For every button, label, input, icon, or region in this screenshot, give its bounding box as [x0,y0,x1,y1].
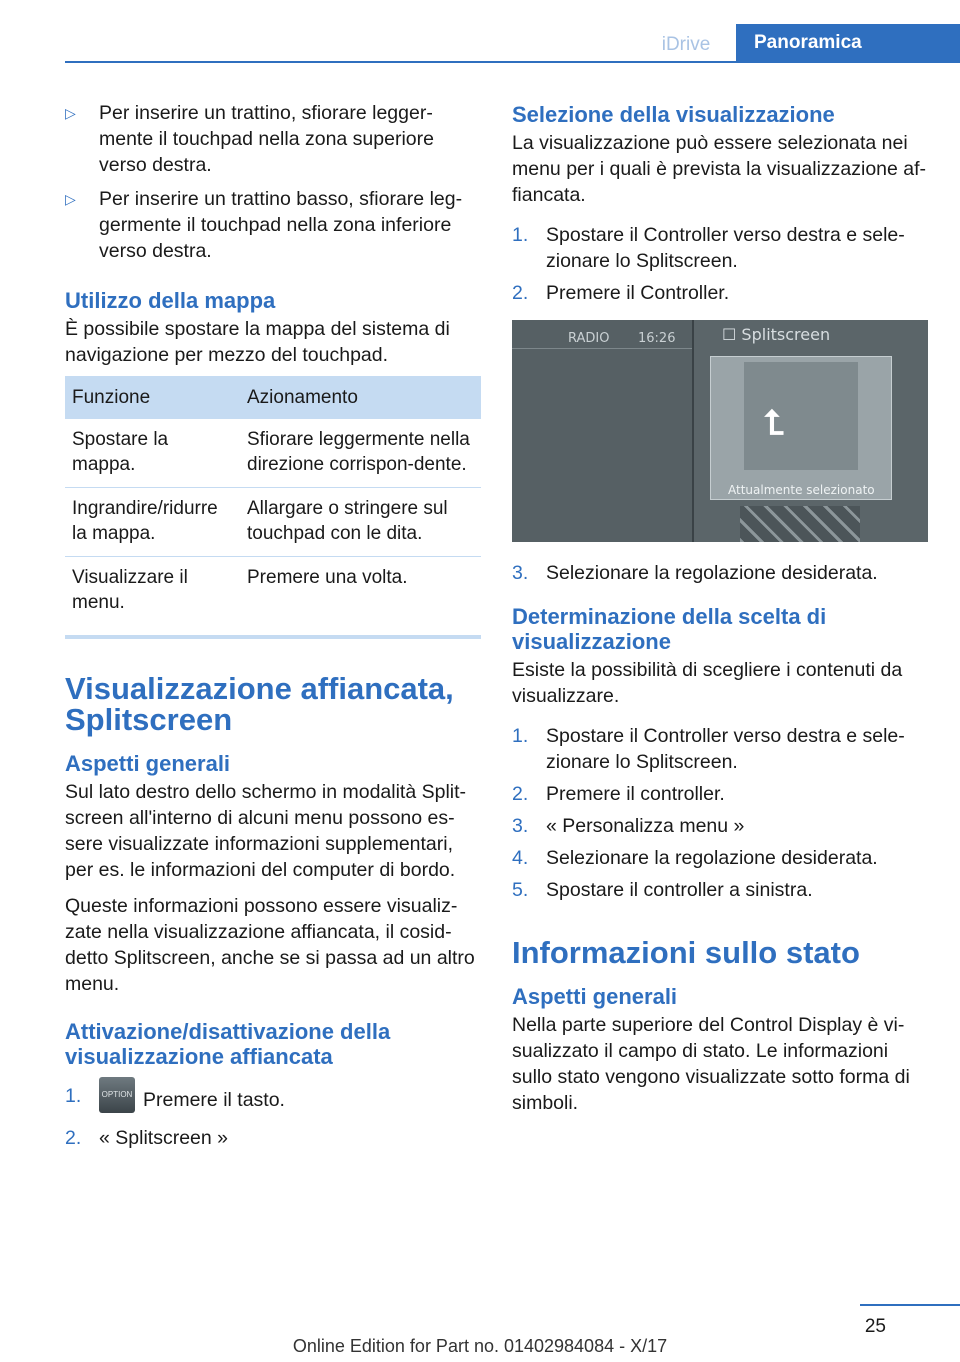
table-header-row [65,376,481,419]
option-button-icon: OPTION [99,1077,135,1113]
list-item [512,781,928,807]
table-cell: Visualizzare il menu. [65,557,240,638]
list-item [512,280,928,306]
table-cell: Allargare o stringere sul touchpad con le dita. [240,488,481,557]
general-paragraph-2: Queste informazioni possono essere visualiz-zate nella visualizzazione affiancata, il cosid-detto Splitscreen, anche se si passa ad un altro menu. [65,895,475,995]
step-text: Selezionare la regolazione desiderata. [546,847,878,869]
triangle-bullet-icon: ▷ [65,105,76,121]
table-row [65,488,481,557]
footer-rule [860,1304,960,1306]
step-text: Premere il Controller. [546,282,730,304]
table-cell: Premere una volta. [240,557,481,638]
step-text: Selezionare la regolazione desiderata. [546,562,878,584]
table-header: Funzione [65,376,240,419]
screen-preview-map [744,362,858,470]
bullet-item [65,100,481,178]
determination-text: Esiste la possibilità di scegliere i contenuti da visualizzare. [512,659,903,707]
edition-note: Online Edition for Part no. 01402984084 - X/17 [292,1336,668,1356]
determination-heading: Determinazione della scelta di visualizzazione [512,604,827,654]
list-item [512,845,928,871]
status-text: Nella parte superiore del Control Display è vi-sualizzato il campo di stato. Le informazioni sullo stato vengono visualizzate sotto forma di simboli. [512,1014,910,1114]
screen-left-panel [512,320,692,542]
map-heading: Utilizzo della mappa [65,288,276,313]
step-text: « Splitscreen » [99,1127,228,1149]
general-paragraph-1: Sul lato destro dello schermo in modalità Split-screen all'interno di alcuni menu possono es-sere visualizzate informazioni supplementari, per es. le informazioni del computer di bordo. [65,781,467,881]
status-title: Informazioni sullo stato [512,935,860,970]
list-item [512,813,928,839]
step-number: 1. [65,1085,82,1107]
table-cell: Sfiorare leggermente nella direzione corrispon-dente. [240,419,481,488]
activation-heading: Attivazione/disattivazione della visualizzazione affiancata [65,1019,391,1069]
screen-radio-label: RADIO [568,331,610,346]
table-cell: Ingrandire/ridurre la mappa. [65,488,240,557]
step-number: 1. [512,725,529,747]
header-section: iDrive [661,34,711,55]
step-text: Premere il tasto. [143,1089,285,1112]
selection-heading: Selezione della visualizzazione [512,102,835,127]
list-item [512,723,928,775]
table-header: Azionamento [240,376,481,419]
step-number: 3. [512,562,529,584]
list-item [512,877,928,903]
step-number: 3. [512,815,529,837]
table-cell: Spostare la mappa. [65,419,240,488]
bullet-text: Per inserire un trattino, sfiorare legger-mente il touchpad nella zona superiore verso destra. [99,102,434,176]
list-item [65,1083,481,1119]
list-item [512,560,928,586]
status-heading: Aspetti generali [512,984,678,1009]
screen-splitscreen-title: ☐ Splitscreen [722,325,831,344]
screen-clock: 16:26 [638,331,676,346]
general-heading: Aspetti generali [65,751,231,776]
screen-pattern [740,506,860,542]
bullet-item [65,186,481,264]
list-item [512,222,928,274]
table-row [65,419,481,488]
splitscreen-title: Visualizzazione affiancata, Splitscreen [65,671,454,737]
map-text: È possibile spostare la mappa del sistema di navigazione per mezzo del touchpad. [65,318,450,366]
selection-text: La visualizzazione può essere selezionata nei menu per i quali è prevista la visualizzazione af-fiancata. [512,132,927,206]
function-table [65,376,481,639]
splitscreen-display-image [512,320,928,542]
route-arrow-icon: ⮤ [764,403,785,443]
right-column [512,102,928,1126]
table-row [65,557,481,638]
step-text: Spostare il controller a sinistra. [546,879,813,901]
step-number: 5. [512,879,529,901]
screen-selected-label: Attualmente selezionato [728,483,875,497]
list-item [65,1125,481,1151]
step-number: 4. [512,847,529,869]
step-number: 2. [512,282,529,304]
step-text: Premere il controller. [546,783,725,805]
left-column [65,100,481,1157]
step-text: Spostare il Controller verso destra e sele-zionare lo Splitscreen. [546,224,905,272]
page-number: 25 [864,1316,886,1337]
step-number: 2. [512,783,529,805]
step-number: 1. [512,224,529,246]
step-number: 2. [65,1127,82,1149]
header-chapter: Panoramica [736,24,960,62]
step-text: Spostare il Controller verso destra e sele-zionare lo Splitscreen. [546,725,905,773]
header-rule [65,61,960,63]
step-text: « Personalizza menu » [546,815,745,837]
bullet-text: Per inserire un trattino basso, sfiorare leg-germente il touchpad nella zona inferiore verso destra. [99,188,463,262]
triangle-bullet-icon: ▷ [65,191,76,207]
